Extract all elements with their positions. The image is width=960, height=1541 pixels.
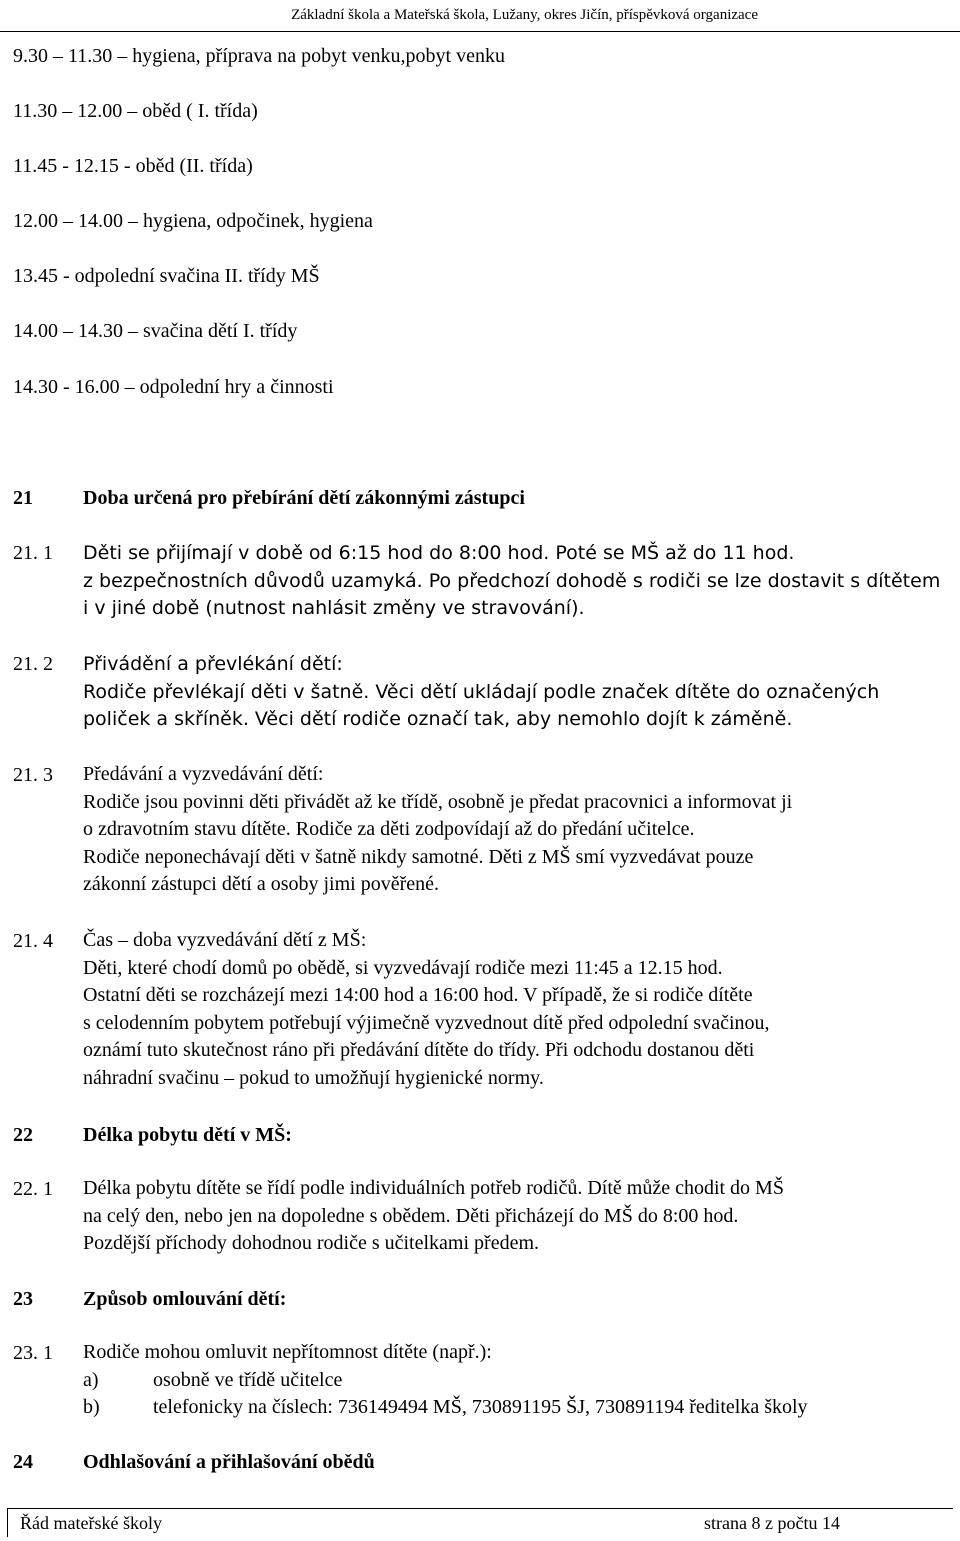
paragraph-line: zákonní zástupci dětí a osoby jimi pověřené. bbox=[83, 873, 440, 895]
subsection-body bbox=[83, 651, 953, 734]
section-title: Odhlašování a přihlašování obědů bbox=[83, 1451, 375, 1473]
paragraph-line: oznámí tuto skutečnost ráno při předávání dítěte do třídy. Při odchodu dostanou děti bbox=[83, 1039, 755, 1061]
section-title: Způsob omlouvání dětí: bbox=[83, 1288, 287, 1310]
paragraph-line: Rodiče převlékají děti v šatně. Věci dětí ukládají podle značek dítěte do označených bbox=[83, 680, 880, 703]
paragraph-line: i v jiné době (nutnost nahlásit změny ve stravování). bbox=[83, 597, 585, 619]
paragraph-line: Délka pobytu dítěte se řídí podle individuálních potřeb rodičů. Dítě může chodit do MŠ bbox=[83, 1177, 784, 1199]
subsection-number: 21. 3 bbox=[13, 764, 53, 786]
subsection-number: 21. 2 bbox=[13, 653, 53, 675]
subsection-number: 22. 1 bbox=[13, 1178, 53, 1200]
subsection-number: 21. 4 bbox=[13, 930, 53, 952]
paragraph-line: Ostatní děti se rozcházejí mezi 14:00 hod a 16:00 hod. V případě, že si rodiče dítěte bbox=[83, 984, 753, 1006]
subsection-body bbox=[83, 1175, 953, 1258]
paragraph-line: na celý den, nebo jen na dopoledne s obědem. Děti přicházejí do MŠ do 8:00 hod. bbox=[83, 1204, 739, 1227]
section-title: Délka pobytu dětí v MŠ: bbox=[83, 1124, 292, 1146]
section-number: 23 bbox=[13, 1288, 33, 1310]
footer-document-title: Řád mateřské školy bbox=[20, 1513, 162, 1533]
header-title: Základní škola a Mateřská škola, Lužany, okres Jičín, příspěvková organizace bbox=[291, 7, 758, 23]
subsection-number: 21. 1 bbox=[13, 542, 53, 564]
subsection-body bbox=[83, 927, 953, 1092]
schedule-line: 11.30 – 12.00 – oběd ( I. třída) bbox=[13, 100, 258, 122]
subsection-body bbox=[83, 1339, 953, 1367]
list-item-text: osobně ve třídě učitelce bbox=[153, 1369, 343, 1391]
subsection-heading: Čas – doba vyzvedávání dětí z MŠ: bbox=[83, 929, 367, 951]
subsection-number: 23. 1 bbox=[13, 1342, 53, 1364]
footer-page-number: strana 8 z počtu 14 bbox=[704, 1513, 840, 1533]
list-marker: b) bbox=[83, 1396, 100, 1418]
schedule-line: 9.30 – 11.30 – hygiena, příprava na pobyt venku,pobyt venku bbox=[13, 45, 505, 67]
section-title: Doba určená pro přebírání dětí zákonnými zástupci bbox=[83, 487, 525, 509]
paragraph-line: o zdravotním stavu dítěte. Rodiče za děti zodpovídají až do předání učitelce. bbox=[83, 818, 695, 840]
paragraph-line: Rodiče jsou povinni děti přivádět až ke třídě, osobně je předat pracovnici a informovat ji bbox=[83, 790, 793, 813]
subsection-heading: Přivádění a převlékání dětí: bbox=[83, 653, 343, 675]
subsection-heading: Předávání a vyzvedávání dětí: bbox=[83, 763, 324, 785]
schedule-line: 11.45 - 12.15 - oběd (II. třída) bbox=[13, 155, 253, 177]
paragraph-line: s celodenním pobytem potřebují výjimečně vyzvednout dítě před odpolední svačinou, bbox=[83, 1011, 770, 1034]
page-footer bbox=[7, 1508, 953, 1537]
paragraph-line: poliček a skříněk. Věci dětí rodiče označí tak, aby nemohlo dojít k záměně. bbox=[83, 708, 793, 730]
section-number: 22 bbox=[13, 1124, 33, 1146]
section-number: 24 bbox=[13, 1451, 33, 1473]
subsection-body bbox=[83, 761, 953, 899]
paragraph-line: z bezpečnostních důvodů uzamyká. Po předchozí dohodě s rodiči se lze dostavit s dítětem bbox=[83, 569, 941, 592]
schedule-line: 13.45 - odpolední svačina II. třídy MŠ bbox=[13, 265, 320, 287]
paragraph-line: Rodiče mohou omluvit nepřítomnost dítěte (např.): bbox=[83, 1341, 492, 1363]
paragraph-line: Pozdější příchody dohodnou rodiče s učitelkami předem. bbox=[83, 1232, 540, 1254]
subsection-body bbox=[83, 540, 953, 623]
paragraph-line: náhradní svačinu – pokud to umožňují hygienické normy. bbox=[83, 1066, 544, 1089]
paragraph-line: Děti, které chodí domů po obědě, si vyzvedávají rodiče mezi 11:45 a 12.15 hod. bbox=[83, 956, 723, 979]
schedule-line: 14.30 - 16.00 – odpolední hry a činnosti bbox=[13, 376, 334, 398]
paragraph-line: Děti se přijímají v době od 6:15 hod do 8:00 hod. Poté se MŠ až do 11 hod. bbox=[83, 542, 795, 564]
paragraph-line: Rodiče neponechávají děti v šatně nikdy samotné. Děti z MŠ smí vyzvedávat pouze bbox=[83, 845, 754, 868]
list-item-text: telefonicky na číslech: 736149494 MŠ, 730891195 ŠJ, 730891194 ředitelka školy bbox=[153, 1396, 808, 1418]
page-header bbox=[0, 0, 960, 32]
section-number: 21 bbox=[13, 487, 33, 509]
schedule-line: 12.00 – 14.00 – hygiena, odpočinek, hygiena bbox=[13, 210, 373, 232]
schedule-line: 14.00 – 14.30 – svačina dětí I. třídy bbox=[13, 320, 298, 342]
list-marker: a) bbox=[83, 1369, 99, 1391]
